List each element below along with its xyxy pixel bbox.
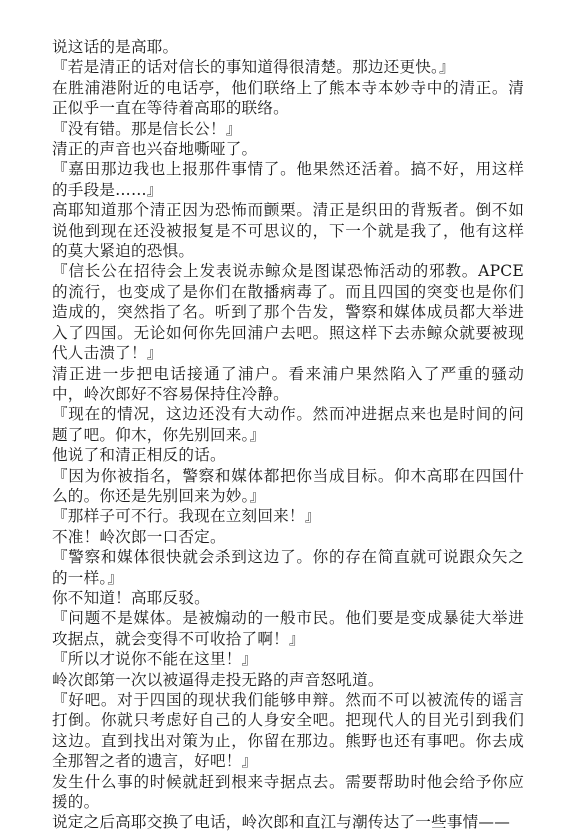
paragraph: 『所以才说你不能在这里！』 bbox=[52, 650, 258, 669]
paragraph: 说定之后高耶交换了电话，岭次郎和直江与潮传达了一些事情—— bbox=[52, 813, 511, 832]
paragraph: 岭次郎第一次以被逼得走投无路的声音怒吼道。 bbox=[52, 670, 384, 689]
paragraph: 在胜浦港附近的电话亭，他们联络上了熊本寺本妙寺中的清正。清正似乎一直在等待着高耶的联络。 bbox=[52, 78, 524, 118]
paragraph: 『问题不是媒体。是被煽动的一般市民。他们要是变成暴徒大举进攻据点，就会变得不可收拾了啊！』 bbox=[52, 609, 524, 648]
paragraph: 高耶知道那个清正因为恐怖而颤栗。清正是织田的背叛者。倒不如说他到现在还没被报复是不可思议的，下一个就是我了，他有这样的莫大紧迫的恐惧。 bbox=[52, 201, 524, 261]
paragraph: 『嘉田那边我也上报那件事情了。他果然还活着。搞不好，用这样的手段是……』 bbox=[52, 160, 524, 199]
paragraph: 『现在的情况，这边还没有大动作。然而冲进据点来也是时间的问题了吧。仰木，你先别回来。』 bbox=[52, 405, 524, 444]
paragraph: 『若是清正的话对信长的事知道得很清楚。那边还更快。』 bbox=[52, 58, 455, 77]
paragraph: 『因为你被指名，警察和媒体都把你当成目标。仰木高耶在四国什么的。你还是先别回来为妙。』 bbox=[52, 466, 524, 505]
paragraph: 『那样子可不行。我现在立刻回来！』 bbox=[52, 507, 321, 526]
paragraph: 不准！岭次郎一口否定。 bbox=[52, 527, 226, 546]
novel-page bbox=[52, 37, 524, 833]
paragraph: 他说了和清正相反的话。 bbox=[52, 446, 226, 465]
paragraph: 说这话的是高耶。 bbox=[52, 38, 179, 56]
paragraph: 清正的声音也兴奋地嘶哑了。 bbox=[52, 140, 258, 159]
paragraph: 发生什么事的时候就赶到根来寺据点去。需要帮助时他会给予你应援的。 bbox=[52, 772, 524, 812]
paragraph: 『信长公在招待会上发表说赤鲸众是图谋恐怖活动的邪教。APCE的流行，也变成了是你们在散播病毒了。而且四国的突变也是你们造成的，突然指了名。听到了那个告发，警察和媒体成员都大举进入了四国。无论如何你先回浦户去吧。照这样下去赤鲸众就要被现代人击溃了！』 bbox=[52, 262, 524, 363]
paragraph: 你不知道！高耶反驳。 bbox=[52, 588, 210, 607]
paragraph: 『好吧。对于四国的现状我们能够申辩。然而不可以被流传的谣言打倒。你就只考虑好自己的人身安全吧。把现代人的目光引到我们这边。直到找出对策为止，你留在那边。熊野也还有事吧。你去成全那智之者的遗言，好吧！』 bbox=[52, 691, 524, 771]
paragraph: 『警察和媒体很快就会杀到这边了。你的存在简直就可说跟众矢之的一样。』 bbox=[52, 548, 524, 587]
paragraph: 清正进一步把电话接通了浦户。看来浦户果然陷入了严重的骚动中，岭次郎好不容易保持住冷静。 bbox=[52, 364, 524, 403]
paragraph: 『没有错。那是信长公！』 bbox=[52, 119, 242, 138]
